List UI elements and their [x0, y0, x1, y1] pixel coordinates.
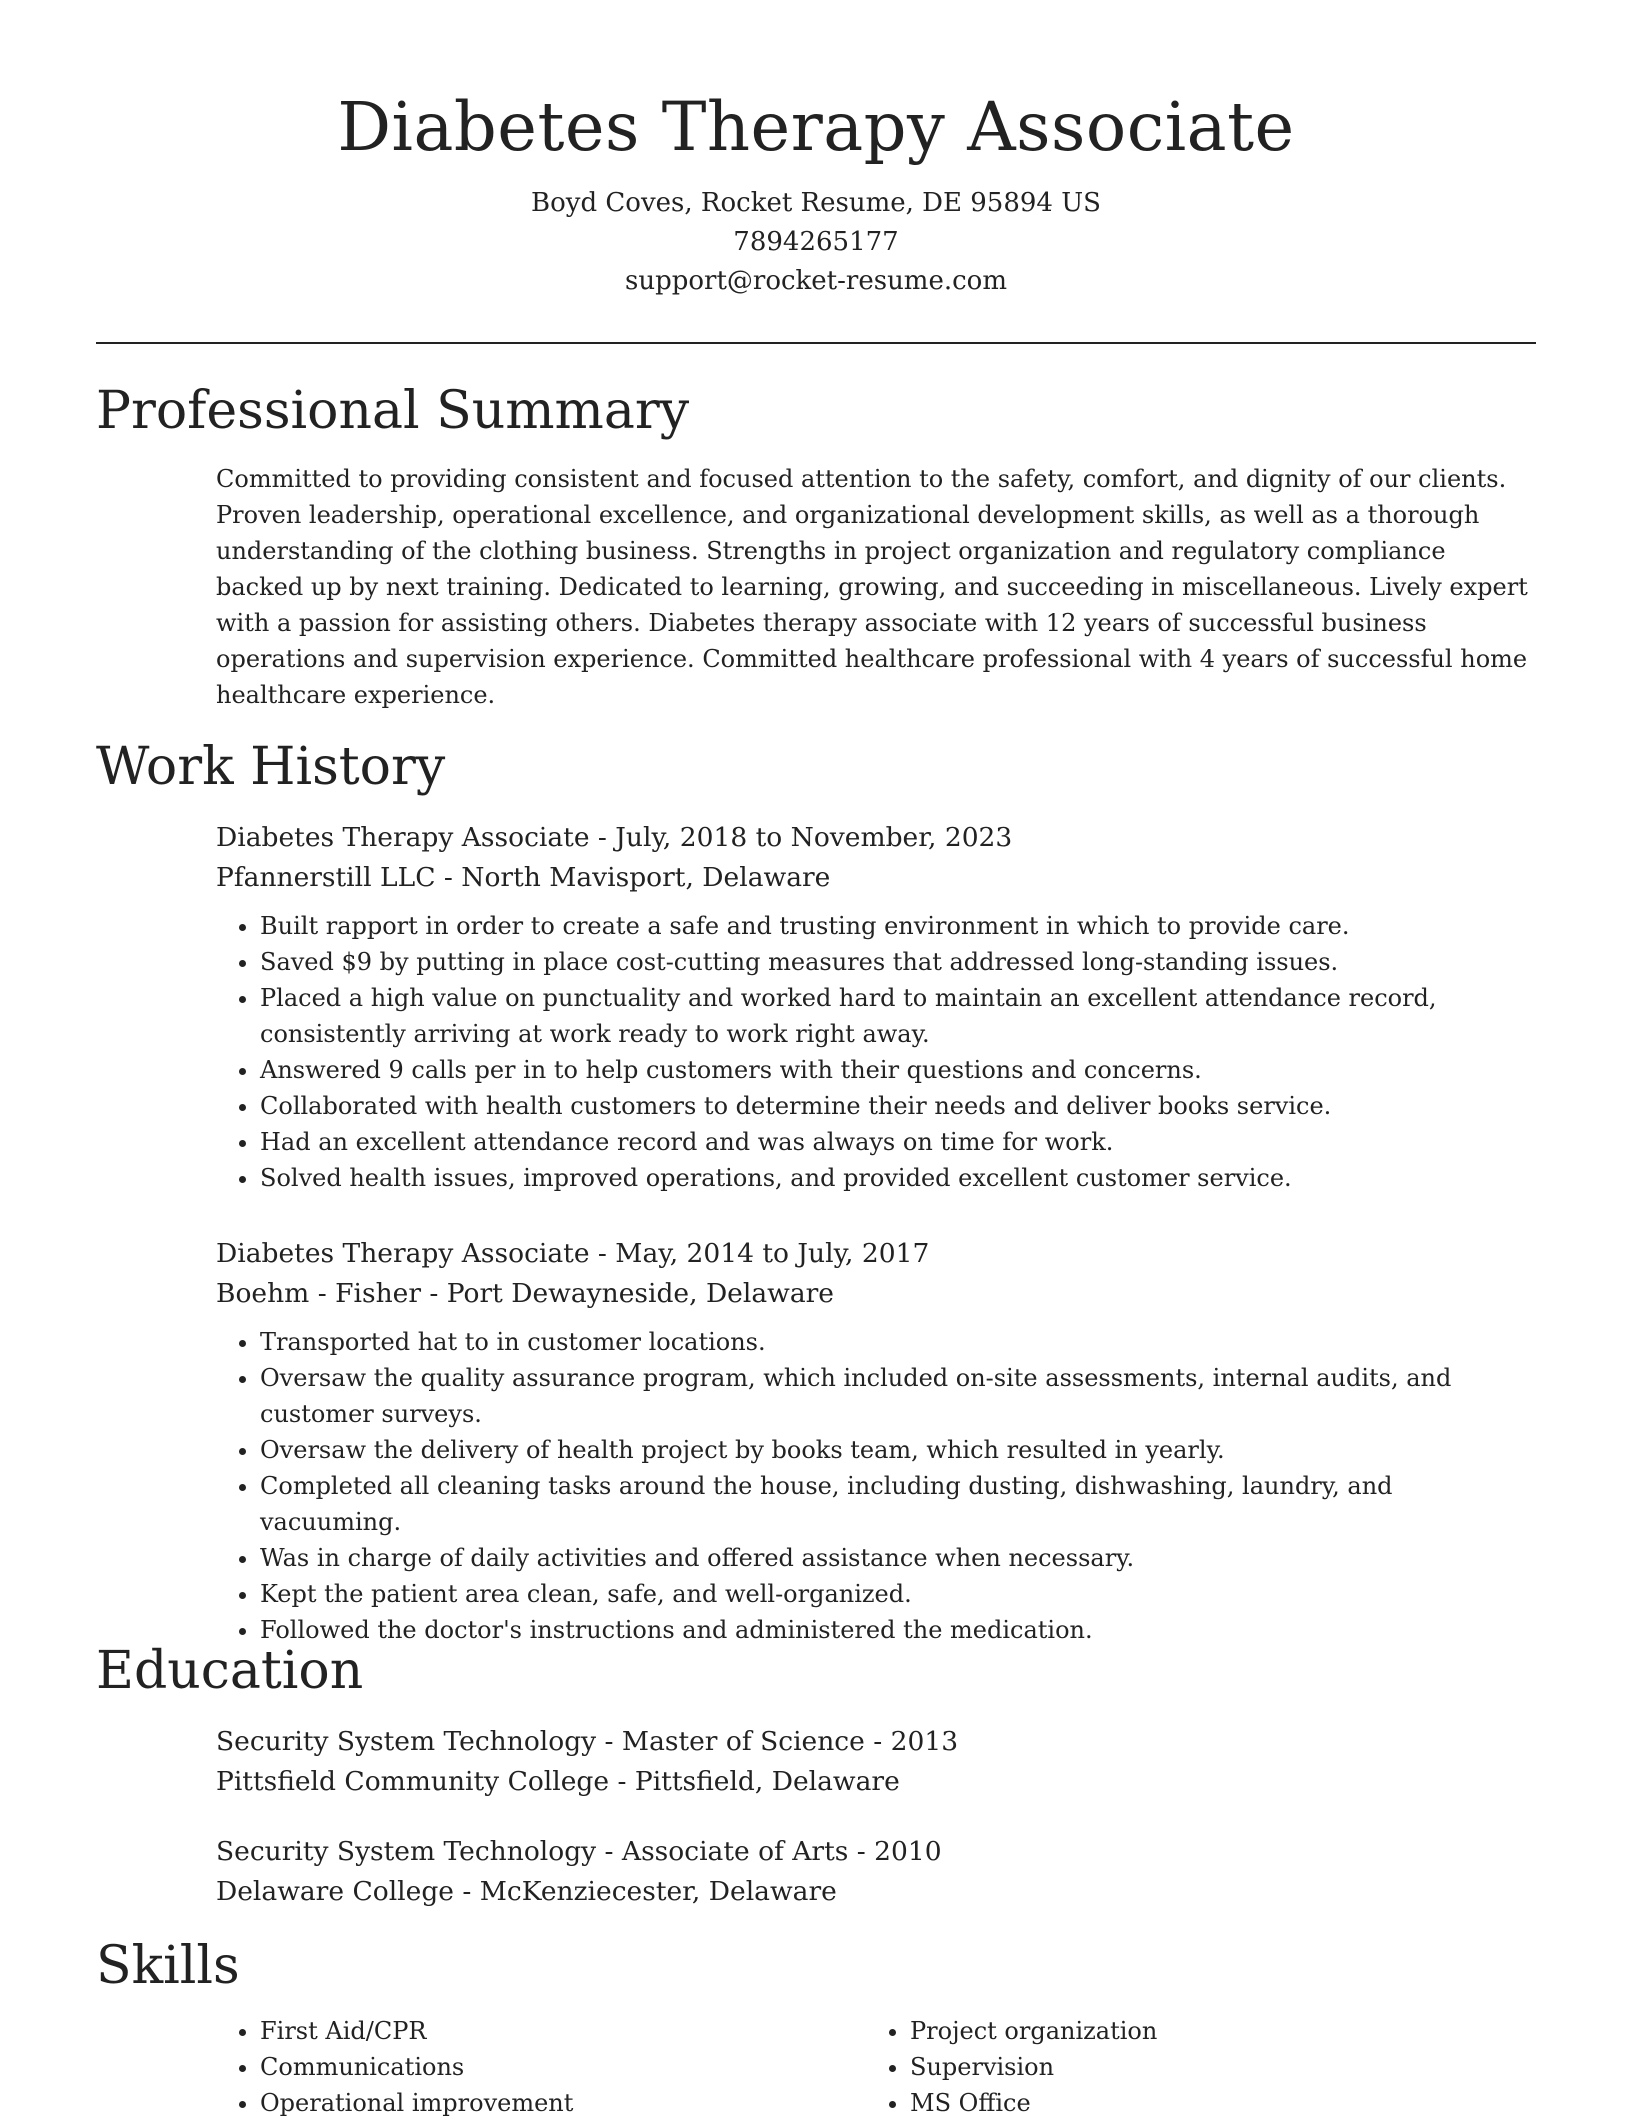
- skill-item: • First Aid/CPR: [260, 2013, 866, 2049]
- job-bullet: • Completed all cleaning tasks around the house, including dusting, dishwashing, laundry, and vacuuming.: [260, 1468, 1536, 1540]
- resume-header: [0, 0, 1632, 301]
- summary-section: [216, 461, 1536, 713]
- skill-item: • Operational improvement: [260, 2085, 866, 2121]
- education-entry: [216, 1832, 1536, 1912]
- job-bullet: • Transported hat to in customer locations.: [260, 1324, 1536, 1360]
- job-company-line: Boehm - Fisher - Port Dewayneside, Delaware: [216, 1278, 834, 1309]
- job-entry: [216, 818, 1536, 1196]
- skill-item: • Communications: [260, 2049, 866, 2085]
- job-bullets: [216, 1324, 1536, 1648]
- job-role-line: Diabetes Therapy Associate - May, 2014 to July, 2017: [216, 1238, 930, 1269]
- education-degree-line: Security System Technology - Master of Science - 2013: [216, 1726, 959, 1757]
- skills-column-left: [216, 2013, 866, 2121]
- education-degree-line: Security System Technology - Associate of Arts - 2010: [216, 1836, 942, 1867]
- resume-title: Diabetes Therapy Associate: [337, 88, 1295, 166]
- job-entry: [216, 1234, 1536, 1648]
- skills-column-right: [866, 2013, 1516, 2121]
- contact-address: Boyd Coves, Rocket Resume, DE 95894 US: [531, 188, 1101, 218]
- section-title-skills: Skills: [96, 1936, 240, 1996]
- job-bullet: • Oversaw the quality assurance program, which included on-site assessments, internal audits, and customer surveys.: [260, 1360, 1536, 1432]
- job-bullet: • Had an excellent attendance record and was always on time for work.: [260, 1124, 1536, 1160]
- contact-block: [0, 184, 1632, 301]
- contact-email: support@rocket-resume.com: [624, 266, 1007, 296]
- job-bullet: • Kept the patient area clean, safe, and well-organized.: [260, 1576, 1536, 1612]
- skill-item: • Project organization: [910, 2013, 1516, 2049]
- contact-phone: 7894265177: [733, 227, 899, 257]
- section-title-work: Work History: [96, 737, 446, 797]
- skill-item: • MS Office: [910, 2085, 1516, 2121]
- skills-columns: [216, 2013, 1536, 2121]
- job-bullet: • Was in charge of daily activities and offered assistance when necessary.: [260, 1540, 1536, 1576]
- job-bullets: [216, 908, 1536, 1196]
- job-bullet: • Oversaw the delivery of health project by books team, which resulted in yearly.: [260, 1432, 1536, 1468]
- section-title-education: Education: [96, 1641, 364, 1701]
- skill-item: • Supervision: [910, 2049, 1516, 2085]
- section-title-summary: Professional Summary: [96, 381, 690, 441]
- education-school-line: Delaware College - McKenziecester, Delaware: [216, 1876, 837, 1907]
- job-bullet: • Followed the doctor's instructions and administered the medication.: [260, 1612, 1536, 1648]
- education-entry: [216, 1722, 1536, 1802]
- education-school-line: Pittsfield Community College - Pittsfield, Delaware: [216, 1766, 900, 1797]
- job-role-line: Diabetes Therapy Associate - July, 2018 to November, 2023: [216, 822, 1013, 853]
- job-bullet: • Answered 9 calls per in to help customers with their questions and concerns.: [260, 1052, 1536, 1088]
- job-bullet: • Built rapport in order to create a safe and trusting environment in which to provide care.: [260, 908, 1536, 944]
- skills-list: [216, 2013, 866, 2121]
- job-bullet: • Solved health issues, improved operations, and provided excellent customer service.: [260, 1160, 1536, 1196]
- job-bullet: • Collaborated with health customers to determine their needs and deliver books service.: [260, 1088, 1536, 1124]
- header-divider: [96, 342, 1536, 344]
- summary-text: Committed to providing consistent and focused attention to the safety, comfort, and dignity of our clients. Proven leadership, operational excellence, and organizational development skills, as well as a thorough understanding of the clothing business. Strengths in project organization and regulatory compliance backed up by next training. Dedicated to learning, growing, and succeeding in miscellaneous. Lively expert with a passion for assisting others. Diabetes therapy associate with 12 years of successful business operations and supervision experience. Committed healthcare professional with 4 years of successful home healthcare experience.: [216, 465, 1528, 709]
- skills-section: [216, 2013, 1536, 2121]
- job-bullet: • Saved $9 by putting in place cost-cutting measures that addressed long-standing issues.: [260, 944, 1536, 980]
- skills-list: [866, 2013, 1516, 2121]
- job-company-line: Pfannerstill LLC - North Mavisport, Delaware: [216, 862, 831, 893]
- job-bullet: • Placed a high value on punctuality and worked hard to maintain an excellent attendance record, consistently arriving at work ready to work right away.: [260, 980, 1536, 1052]
